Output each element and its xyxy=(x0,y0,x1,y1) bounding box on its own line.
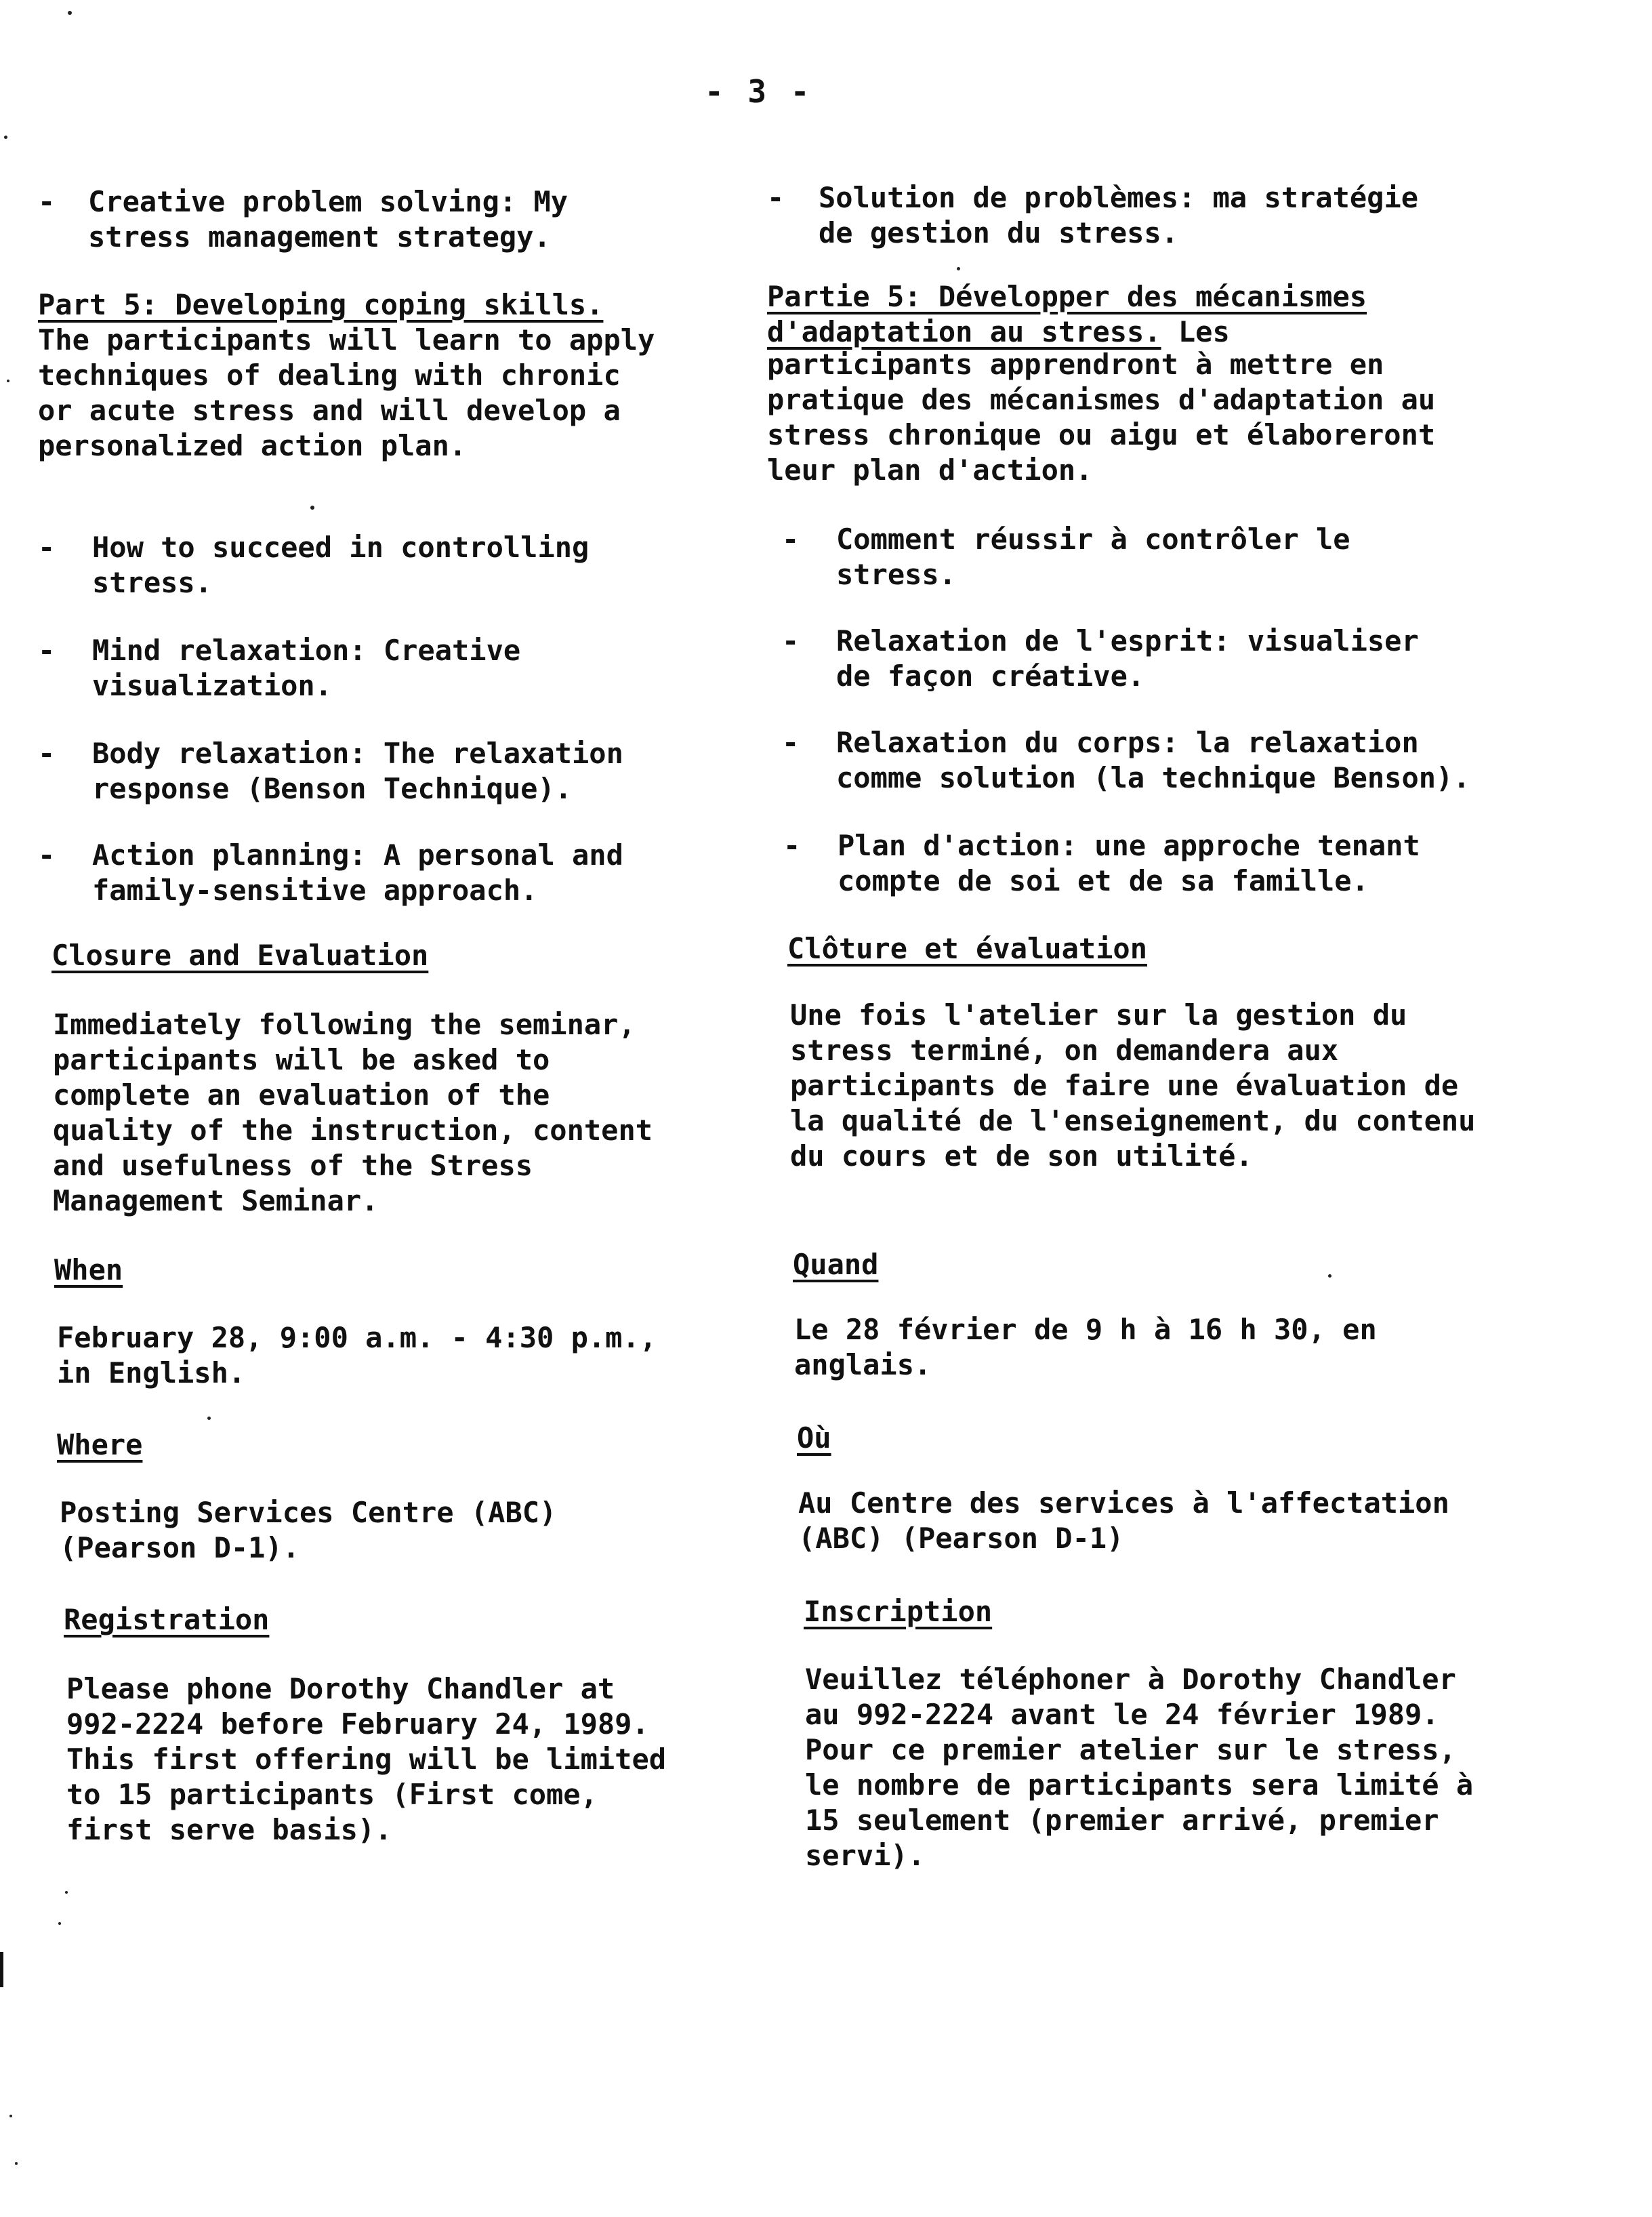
bullet-dash: - xyxy=(38,531,56,564)
item-text: How to succeed in controlling stress. xyxy=(92,531,590,599)
quand-body: Le 28 février de 9 h à 16 h 30, en anglais. xyxy=(794,1313,1377,1381)
list-item xyxy=(767,180,1485,251)
scan-edge-mark xyxy=(0,1952,3,1987)
part5-heading: Part 5: Developing coping skills. xyxy=(38,288,604,321)
partie5-body: participants apprendront à mettre en pratique des mécanismes d'adaptation au stress chronique ou aigu et élaboreront leur plan d'action. xyxy=(767,348,1436,487)
partie5-heading-line2: d'adaptation au stress. xyxy=(767,315,1161,348)
scan-speck xyxy=(58,1922,61,1925)
scan-speck xyxy=(68,11,72,15)
cloture-heading: Clôture et évaluation xyxy=(787,932,1148,965)
quand-heading: Quand xyxy=(793,1248,879,1281)
bullet-dash: - xyxy=(38,634,56,667)
partie5-heading-line1: Partie 5: Développer des mécanismes xyxy=(767,280,1367,313)
page-number: - 3 - xyxy=(705,73,812,110)
scan-speck xyxy=(1328,1274,1331,1278)
registration-body: Please phone Dorothy Chandler at 992-2224 before February 24, 1989. This first offering will be limited to 15 participants (First come, first serve basis). xyxy=(66,1672,667,1846)
list-item xyxy=(782,624,1500,694)
closure-heading: Closure and Evaluation xyxy=(51,939,429,972)
ou-body: Au Centre des services à l'affectation (ABC) (Pearson D-1) xyxy=(798,1486,1449,1555)
item-text: Action planning: A personal and family-sensitive approach. xyxy=(92,838,623,907)
bullet-dash: - xyxy=(38,838,56,872)
list-item xyxy=(38,530,756,601)
bullet-dash: - xyxy=(767,181,785,214)
scan-speck xyxy=(310,506,314,510)
scan-speck xyxy=(7,380,9,382)
list-item xyxy=(38,736,756,807)
partie5-heading-line2-row xyxy=(767,314,1485,350)
scan-speck xyxy=(4,136,7,139)
item-text: Mind relaxation: Creative visualization. xyxy=(92,634,521,702)
scan-speck xyxy=(207,1417,211,1420)
bullet-dash: - xyxy=(783,829,801,862)
item-text: Comment réussir à contrôler le stress. xyxy=(836,523,1350,591)
list-item xyxy=(38,633,756,704)
scan-speck xyxy=(9,2115,12,2117)
list-item xyxy=(38,838,756,908)
list-item xyxy=(783,828,1502,899)
item-text: Body relaxation: The relaxation response (Benson Technique). xyxy=(92,737,623,805)
bullet-dash: - xyxy=(38,185,56,218)
when-body: February 28, 9:00 a.m. - 4:30 p.m., in English. xyxy=(57,1321,657,1389)
closure-body: Immediately following the seminar, participants will be asked to complete an evaluation of the quality of the instruction, content and usefulness of the Stress Management Seminar. xyxy=(53,1008,653,1217)
item-text: Relaxation de l'esprit: visualiser de façon créative. xyxy=(836,624,1419,693)
list-item xyxy=(782,725,1500,796)
scan-speck xyxy=(15,2162,18,2165)
bullet-dash: - xyxy=(782,624,800,657)
inscription-body: Veuillez téléphoner à Dorothy Chandler au 992-2224 avant le 24 février 1989. Pour ce premier atelier sur le stress, le nombre de participants sera limité à 15 seulement (premier arrivé, premier servi). xyxy=(805,1663,1474,1872)
bullet-dash: - xyxy=(782,726,800,759)
partie5-body-inline: Les xyxy=(1161,315,1230,348)
list-item xyxy=(782,522,1500,592)
item-solution-problemes: Solution de problèmes: ma stratégie de gestion du stress. xyxy=(819,181,1419,249)
part5-body: The participants will learn to apply techniques of dealing with chronic or acute stress and will develop a personalized action plan. xyxy=(38,323,655,462)
item-text: Plan d'action: une approche tenant compte de soi et de sa famille. xyxy=(838,829,1420,897)
ou-heading: Où xyxy=(797,1421,831,1455)
bullet-dash: - xyxy=(782,523,800,556)
when-heading: When xyxy=(54,1253,123,1286)
bullet-dash: - xyxy=(38,737,56,770)
scan-speck xyxy=(65,1891,68,1894)
list-item xyxy=(38,184,756,255)
item-creative-problem-solving: Creative problem solving: My stress management strategy. xyxy=(88,185,569,253)
cloture-body: Une fois l'atelier sur la gestion du stress terminé, on demandera aux participants de faire une évaluation de la qualité de l'enseignement, du contenu du cours et de son utilité. xyxy=(790,998,1476,1173)
registration-heading: Registration xyxy=(64,1603,270,1636)
where-body: Posting Services Centre (ABC) (Pearson D-1). xyxy=(60,1496,557,1564)
where-heading: Where xyxy=(57,1428,143,1461)
item-text: Relaxation du corps: la relaxation comme solution (la technique Benson). xyxy=(836,726,1470,794)
inscription-heading: Inscription xyxy=(804,1595,993,1628)
scan-speck xyxy=(957,267,960,270)
